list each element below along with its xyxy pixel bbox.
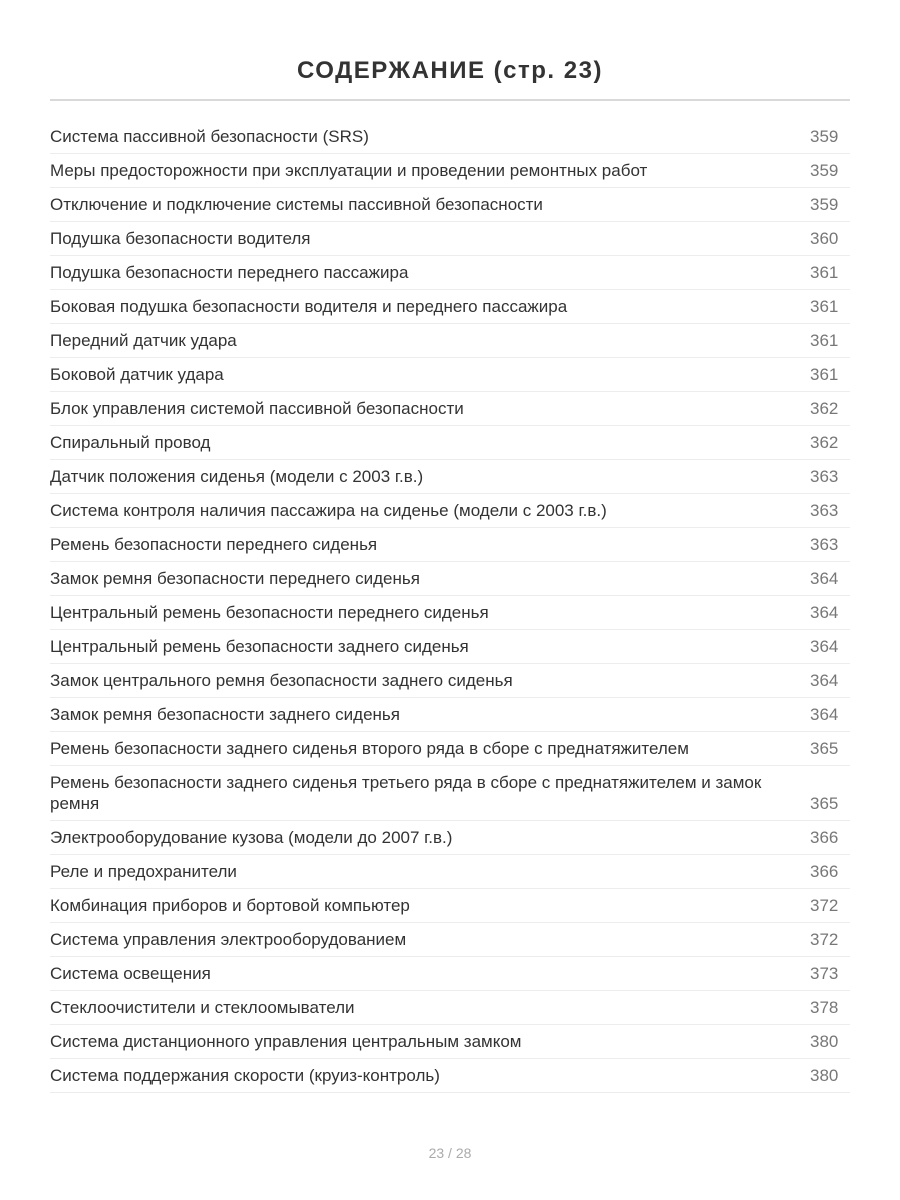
toc-entry-page: 365: [810, 794, 839, 813]
toc-entry-title: Центральный ремень безопасности заднего сиденья: [50, 637, 469, 656]
toc-entry-title: Электрооборудование кузова (модели до 2007 г.в.): [50, 828, 453, 847]
toc-entry[interactable]: [50, 222, 850, 256]
title-divider: [50, 99, 850, 101]
toc-entry[interactable]: [50, 596, 850, 630]
toc-entry-page: 359: [810, 195, 839, 214]
toc-entry-page: 366: [810, 828, 839, 847]
toc-entry[interactable]: [50, 766, 850, 821]
toc-entry-title: Система дистанционного управления центральным замком: [50, 1032, 522, 1051]
toc-entry-title: Система управления электрооборудованием: [50, 930, 407, 949]
toc-entry[interactable]: [50, 889, 850, 923]
toc-entry-page: 380: [810, 1066, 839, 1085]
toc-entry-page: 361: [810, 297, 839, 316]
toc-entry-page: 360: [810, 229, 839, 248]
toc-entry-title: Реле и предохранители: [50, 862, 237, 881]
toc-entry-page: 378: [810, 998, 839, 1017]
toc-entry[interactable]: [50, 698, 850, 732]
toc-entry-title: Ремень безопасности заднего сиденья второго ряда в сборе с преднатяжителем: [50, 739, 689, 758]
toc-entry-page: 363: [810, 501, 839, 520]
toc-entry[interactable]: [50, 188, 850, 222]
toc-entry-page: 363: [810, 467, 839, 486]
toc-entry-page: 373: [810, 964, 839, 983]
toc-entry[interactable]: [50, 957, 850, 991]
toc-entry-title: Ремень безопасности заднего сиденья третьего ряда в сборе с преднатяжителем и замок ремня: [50, 773, 762, 813]
toc-entry[interactable]: [50, 324, 850, 358]
toc-entry-title: Система освещения: [50, 964, 211, 983]
toc-entry[interactable]: [50, 991, 850, 1025]
toc-entry-page: 359: [810, 127, 839, 146]
toc-entry[interactable]: [50, 562, 850, 596]
toc-entry[interactable]: [50, 256, 850, 290]
toc-entry[interactable]: [50, 923, 850, 957]
toc-entry-title: Система контроля наличия пассажира на сиденье (модели с 2003 г.в.): [50, 501, 607, 520]
toc-entry-page: 361: [810, 331, 839, 350]
toc-entry[interactable]: [50, 290, 850, 324]
toc-entry[interactable]: [50, 426, 850, 460]
toc-entry-title: Замок центрального ремня безопасности заднего сиденья: [50, 671, 513, 690]
toc-entry-page: 366: [810, 862, 839, 881]
toc-entry-page: 364: [810, 637, 839, 656]
toc-entry-page: 364: [810, 705, 839, 724]
page-title: СОДЕРЖАНИЕ (стр. 23): [297, 57, 603, 85]
toc-entry[interactable]: [50, 855, 850, 889]
toc-entry-title: Блок управления системой пассивной безопасности: [50, 399, 464, 418]
toc-entry-title: Датчик положения сиденья (модели с 2003 г.в.): [50, 467, 424, 486]
toc-entry-page: 364: [810, 671, 839, 690]
table-of-contents: [50, 120, 850, 1093]
toc-entry-page: 364: [810, 603, 839, 622]
toc-entry[interactable]: [50, 392, 850, 426]
toc-entry-page: 361: [810, 365, 839, 384]
toc-entry-title: Центральный ремень безопасности переднего сиденья: [50, 603, 489, 622]
toc-entry[interactable]: [50, 120, 850, 154]
toc-entry-title: Ремень безопасности переднего сиденья: [50, 535, 378, 554]
toc-entry-title: Отключение и подключение системы пассивной безопасности: [50, 195, 543, 214]
toc-entry-title: Замок ремня безопасности заднего сиденья: [50, 705, 400, 724]
page-number: 23 / 28: [428, 1145, 472, 1161]
toc-entry[interactable]: [50, 1025, 850, 1059]
toc-entry-title: Подушка безопасности водителя: [50, 229, 311, 248]
toc-entry-page: 361: [810, 263, 839, 282]
toc-entry[interactable]: [50, 630, 850, 664]
toc-entry-title: Меры предосторожности при эксплуатации и проведении ремонтных работ: [50, 161, 648, 180]
toc-entry-title: Замок ремня безопасности переднего сиденья: [50, 569, 420, 588]
toc-entry-page: 365: [810, 739, 839, 758]
toc-entry-title: Система поддержания скорости (круиз-контроль): [50, 1066, 440, 1085]
toc-entry[interactable]: [50, 821, 850, 855]
toc-entry-page: 380: [810, 1032, 839, 1051]
toc-entry-title: Система пассивной безопасности (SRS): [50, 127, 369, 146]
toc-entry-page: 362: [810, 433, 839, 452]
toc-entry[interactable]: [50, 358, 850, 392]
toc-entry-page: 372: [810, 896, 839, 915]
toc-entry-page: 359: [810, 161, 839, 180]
toc-entry-title: Боковая подушка безопасности водителя и переднего пассажира: [50, 297, 568, 316]
toc-entry[interactable]: [50, 460, 850, 494]
toc-entry-page: 363: [810, 535, 839, 554]
toc-entry-page: 364: [810, 569, 839, 588]
toc-entry[interactable]: [50, 154, 850, 188]
toc-entry[interactable]: [50, 494, 850, 528]
toc-entry-page: 372: [810, 930, 839, 949]
toc-entry[interactable]: [50, 732, 850, 766]
toc-entry-title: Комбинация приборов и бортовой компьютер: [50, 896, 410, 915]
toc-entry-title: Подушка безопасности переднего пассажира: [50, 263, 409, 282]
toc-entry-title: Спиральный провод: [50, 433, 211, 452]
toc-entry-title: Боковой датчик удара: [50, 365, 224, 384]
toc-entry-page: 362: [810, 399, 839, 418]
toc-entry[interactable]: [50, 528, 850, 562]
toc-entry[interactable]: [50, 664, 850, 698]
toc-entry-title: Передний датчик удара: [50, 331, 237, 350]
toc-entry[interactable]: [50, 1059, 850, 1093]
toc-entry-title: Стеклоочистители и стеклоомыватели: [50, 998, 355, 1017]
